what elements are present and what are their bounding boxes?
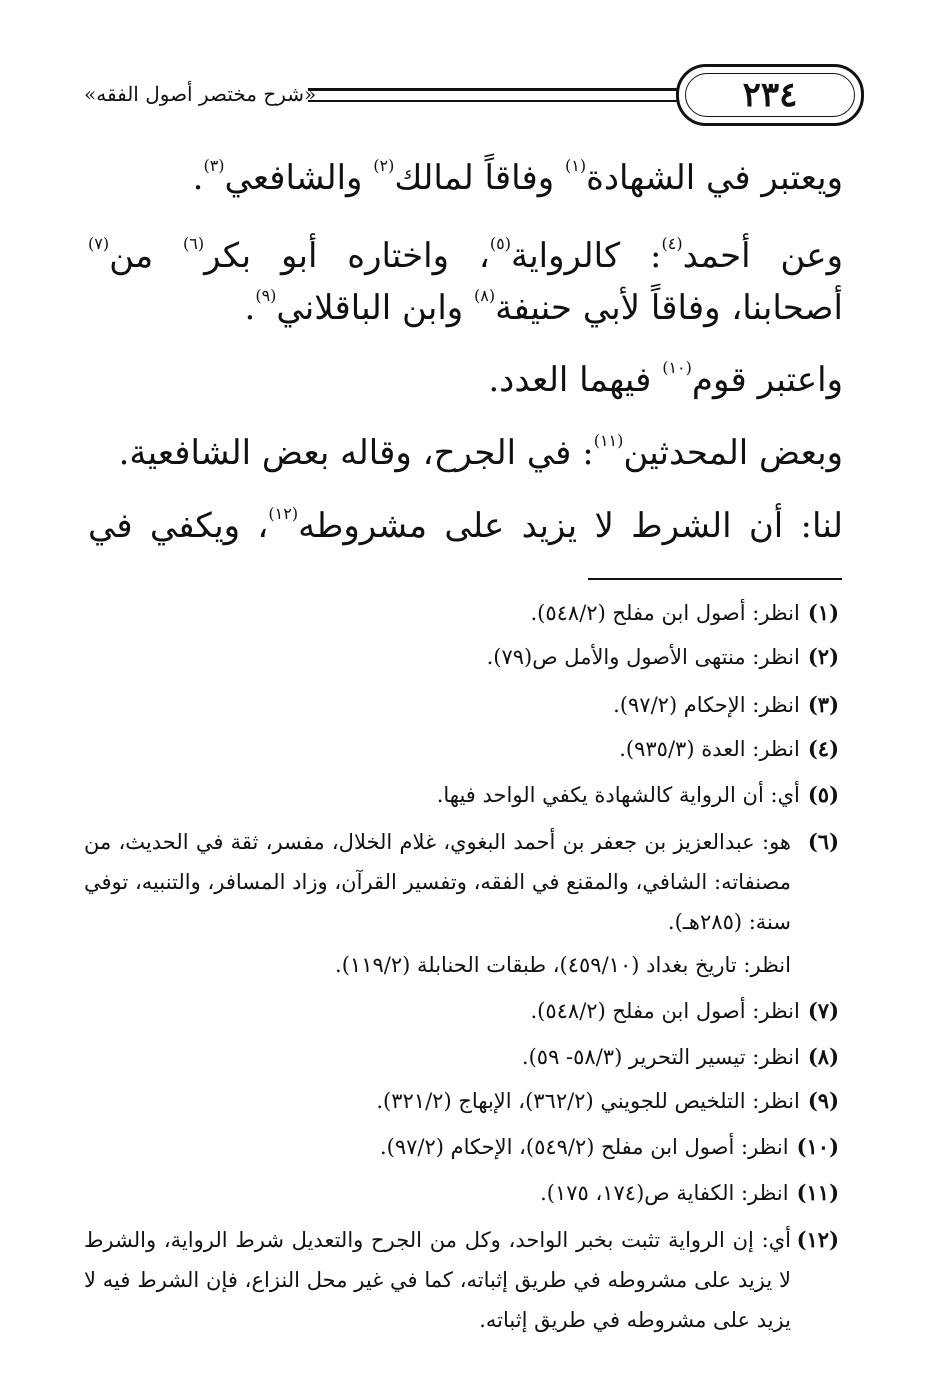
footnote-number: (٧) [807, 998, 839, 1023]
footnote-number: (٣) [807, 692, 839, 717]
footnote-ref[interactable]: (٤) [661, 234, 683, 253]
footnote-number: (٤) [807, 736, 839, 761]
footnote-text: انظر: العدة (٩٣٥/٣). [619, 737, 800, 761]
footnote [84, 1084, 839, 1118]
footnote-ref[interactable]: (١١) [593, 431, 624, 450]
footnote [84, 640, 839, 674]
footnote-ref[interactable]: (٢) [373, 156, 395, 175]
footnote-number: (١٢) [796, 1227, 839, 1252]
footnote [84, 1040, 839, 1074]
footnote-number: (١١) [796, 1180, 839, 1205]
text-run: وبعض المحدثين [623, 433, 843, 473]
footnote-number: (١) [807, 600, 839, 625]
text-run: لنا: أن الشرط لا يزيد على مشروطه [298, 506, 843, 546]
text-run: واعتبر قوم [691, 360, 843, 400]
page-header [80, 70, 840, 120]
footnote-text: انظر: تيسير التحرير (٥٨/٣- ٥٩). [521, 1045, 800, 1069]
text-run: أصحابنا، وفاقاً لأبي حنيفة [495, 288, 843, 328]
footnote [84, 732, 839, 766]
text-run: ، ويكفي في [88, 506, 269, 546]
footnote-ref[interactable]: (٦) [183, 234, 205, 253]
footnote-text: انظر: الكفاية ص(١٧٤، ١٧٥). [540, 1181, 789, 1205]
text-run: وعن أحمد [682, 236, 843, 276]
body-line-4 [88, 352, 843, 408]
body-line-1 [88, 150, 843, 206]
footnote-ref[interactable]: (٥) [489, 234, 511, 253]
footnote-text: انظر: منتهى الأصول والأمل ص(٧٩). [486, 645, 800, 669]
footnote-text: انظر: أصول ابن مفلح (٥٤٨/٢). [530, 999, 800, 1023]
footnote-text: أي: إن الرواية تثبت بخبر الواحد، وكل من الجرح والتعديل شرط الرواية، والشرط لا يزيد على مشروطه في طريق إثباته، كما في غير محل النزاع، فإن الشرط فيه لا يزيد على مشروطه في طريق إثباته. [84, 1228, 791, 1332]
text-run: : كالرواية [510, 236, 662, 276]
text-run: . [244, 288, 256, 328]
footnote-number: (٨) [807, 1044, 839, 1069]
footnote-number: (٥) [807, 782, 839, 807]
footnote-text: انظر: أصول ابن مفلح (٥٤٩/٢)، الإحكام (٩٧/٢). [379, 1135, 789, 1159]
running-title: «شرح مختصر أصول الفقه» [84, 82, 317, 106]
footnote [84, 822, 839, 942]
text-run: وفاقاً لمالك [394, 158, 565, 198]
body-line-6 [88, 498, 843, 554]
body-line-5 [88, 425, 843, 481]
text-run: : في الجرح، وقاله بعض الشافعية. [118, 433, 594, 473]
footnote [84, 688, 839, 722]
footnote-ref[interactable]: (١٠) [662, 358, 692, 377]
footnote-number: (٩) [807, 1088, 839, 1113]
footnote-number: (٦) [807, 829, 839, 854]
footnote-ref[interactable]: (٣) [203, 156, 225, 175]
footnote-text: انظر: الإحكام (٩٧/٢). [613, 693, 800, 717]
footnote-ref[interactable]: (١) [565, 156, 587, 175]
text-run: والشافعي [224, 158, 374, 198]
text-run: من [109, 236, 184, 276]
text-run: ويعتبر في الشهادة [586, 158, 843, 198]
footnote-text: انظر: أصول ابن مفلح (٥٤٨/٢). [530, 601, 800, 625]
footnote [84, 596, 839, 630]
footnote-text: هو: عبدالعزيز بن جعفر بن أحمد البغوي، غلام الخلال، مفسر، ثقة في الحديث، من مصنفاته: الشافي، والمقنع في الفقه، وتفسير القرآن، وزاد المسافر، والتنبيه، توفي سنة: (٢٨٥هـ). [84, 830, 791, 934]
footnote-text: أي: أن الرواية كالشهادة يكفي الواحد فيها. [436, 783, 800, 807]
footnote [84, 1176, 839, 1210]
page-number: ٢٣٤ [676, 64, 864, 126]
text-run: . [192, 158, 204, 198]
footnote-text: انظر: تاريخ بغداد (٤٥٩/١٠)، طبقات الحنابلة (١١٩/٢). [335, 953, 791, 977]
footnote-number: (١٠) [796, 1134, 839, 1159]
footnote-ref[interactable]: (٩) [255, 286, 277, 305]
footnote-text: انظر: التلخيص للجويني (٣٦٢/٢)، الإبهاج (٣٢١/٢). [376, 1089, 800, 1113]
text-run: وابن الباقلاني [276, 288, 474, 328]
body-line-3 [88, 280, 843, 336]
footnote [84, 778, 839, 812]
footnote-reference-line [84, 948, 839, 982]
footnote-ref[interactable]: (٧) [88, 234, 110, 253]
footnote [84, 1220, 839, 1340]
body-line-2 [88, 228, 843, 284]
footnote [84, 994, 839, 1028]
footnote-ref[interactable]: (١٢) [268, 504, 299, 523]
footnote-separator [588, 578, 842, 580]
footnote [84, 1130, 839, 1164]
text-run: فيهما العدد. [488, 360, 663, 400]
footnote-ref[interactable]: (٨) [474, 286, 496, 305]
text-run: ، واختاره أبو بكر [204, 236, 490, 276]
footnote-number: (٢) [807, 644, 839, 669]
